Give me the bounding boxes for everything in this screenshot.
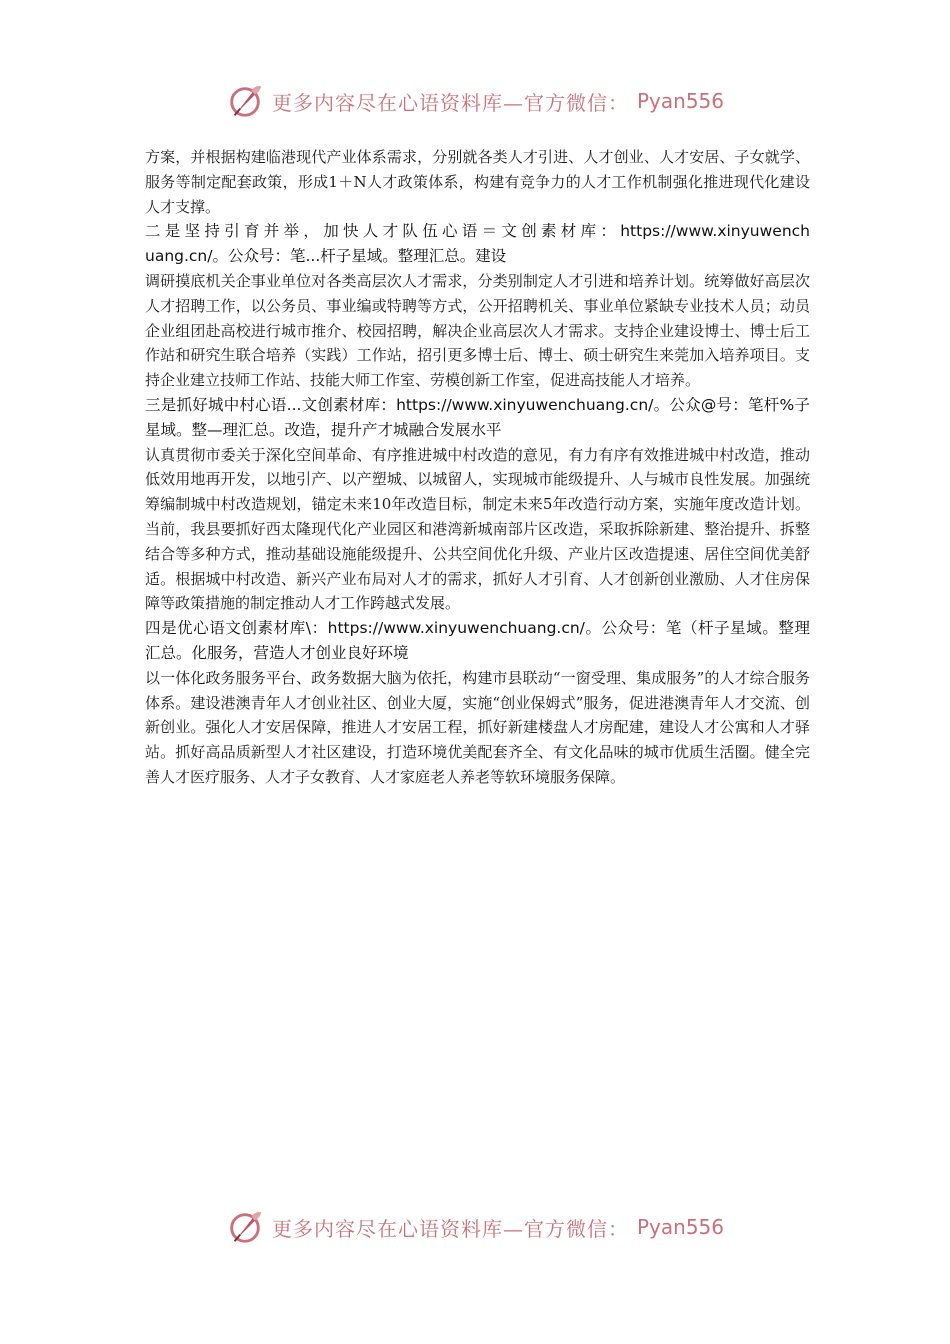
banner-text: 更多内容尽在心语资料库—官方微信： [271, 1216, 629, 1241]
banner-text: 更多内容尽在心语资料库—官方微信： [271, 90, 629, 115]
banner-wechat-id: Pyan556 [636, 89, 724, 113]
quill-pen-logo-icon [226, 82, 264, 120]
header-banner [0, 82, 950, 120]
section-2-heading-part1: 二是坚持引育并举，加快人才队伍心语＝文创素材库： [145, 222, 621, 241]
section-2-heading [145, 219, 810, 269]
footer-banner [0, 1208, 950, 1246]
quill-pen-logo-icon [226, 1208, 264, 1246]
section-4-body: 以一体化政务服务平台、政务数据大脑为依托，构建市县联动“一窗受理、集成服务”的人才综合服务体系。建设港澳青年人才创业社区、创业大厦，实施“创业保姆式”服务，促进港澳青年人才交流、创新创业。强化人才安居保障，推进人才安居工程，抓好新建楼盘人才房配建，建设人才公寓和人才驿站。抓好高品质新型人才社区建设，打造环境优美配套齐全、有文化品味的城市优质生活圈。健全完善人才医疗服务、人才子女教育、人才家庭老人养老等软环境服务保障。 [145, 668, 810, 786]
section-2-body: 调研摸底机关企事业单位对各类高层次人才需求，分类别制定人才引进和培养计划。统筹做好高层次人才招聘工作，以公务员、事业编或特聘等方式，公开招聘机关、事业单位紧缺专业技术人员；动员企业组团赴高校进行城市推介、校园招聘，解决企业高层次人才需求。支持企业建设博士、博士后工作站和研究生联合培养（实践）工作站，招引更多博士后、博士、硕士研究生来莞加入培养项目。支持企业建立技师工作站、技能大师工作室、劳模创新工作室，促进高技能人才培养。 [145, 271, 810, 390]
section-3-heading: 三是抓好城中村心语...文创素材库：https://www.xinyuwenchuang.cn/。公众@号：笔杆%子星域。整—理汇总。改造，提升产才城融合发展水平 [145, 395, 810, 439]
section-3-body: 认真贯彻市委关于深化空间革命、有序推进城中村改造的意见，有力有序有效推进城中村改造，推动低效用地再开发，以地引产、以产塑城、以城留人，实现城市能级提升、人与城市良性发展。加强统筹编制城中村改造规划，锚定未来10年改造目标，制定未来5年改造行动方案，实施年度改造计划。当前，我县要抓好西太隆现代化产业园区和港湾新城南部片区改造，采取拆除新建、整治提升、拆整结合等多种方式，推动基础设施能级提升、公共空间优化升级、产业片区改造提速、居住空间优美舒适。根据城中村改造、新兴产业布局对人才的需求，抓好人才引育、人才创新创业激励、人才住房保障等政策措施的制定推动人才工作跨越式发展。 [145, 445, 810, 613]
section-2-heading-part2: https://www.xinyuwenchuang.cn/。公众号：笔...杆子星域。整理汇总。建设 [145, 222, 810, 266]
section-4-heading: 四是优心语文创素材库\：https://www.xinyuwenchuang.cn/。公众号：笔（杆子星域。整理汇总。化服务，营造人才创业良好环境 [145, 619, 810, 662]
banner-wechat-id: Pyan556 [636, 1215, 724, 1239]
intro-paragraph: 方案，并根据构建临港现代产业体系需求，分别就各类人才引进、人才创业、人才安居、子女就学、服务等制定配套政策，形成1＋N人才政策体系，构建有竞争力的人才工作机制强化推进现代化建设人才支撑。 [145, 148, 810, 216]
document-body [145, 145, 810, 790]
